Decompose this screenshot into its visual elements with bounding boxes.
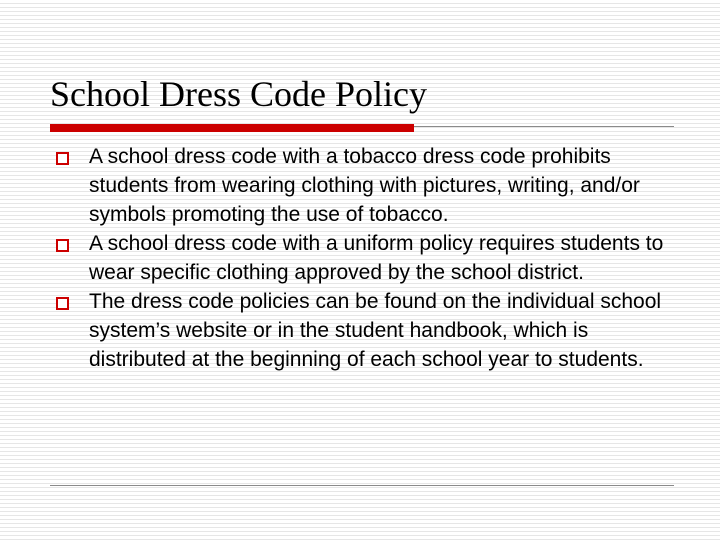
bullet-item [50,287,674,374]
hollow-square-bullet-icon [56,152,69,165]
bullet-item [50,142,674,229]
hollow-square-bullet-icon [56,239,69,252]
title-divider-line [414,126,674,127]
slide-title: School Dress Code Policy [50,74,427,114]
bullet-text: A school dress code with a tobacco dress code prohibits students from wearing clothing with pictures, writing, and/or symbols promoting the use of tobacco. [89,145,640,226]
hollow-square-bullet-icon [56,297,69,310]
title-accent-bar [50,124,414,132]
footer-divider-line [50,485,674,486]
bullet-list [50,142,674,374]
bullet-text: A school dress code with a uniform policy requires students to wear specific clothing approved by the school district. [89,232,664,284]
bullet-item [50,229,674,287]
bullet-text: The dress code policies can be found on the individual school system’s website or in the student handbook, which is distributed at the beginning of each school year to students. [89,290,662,371]
